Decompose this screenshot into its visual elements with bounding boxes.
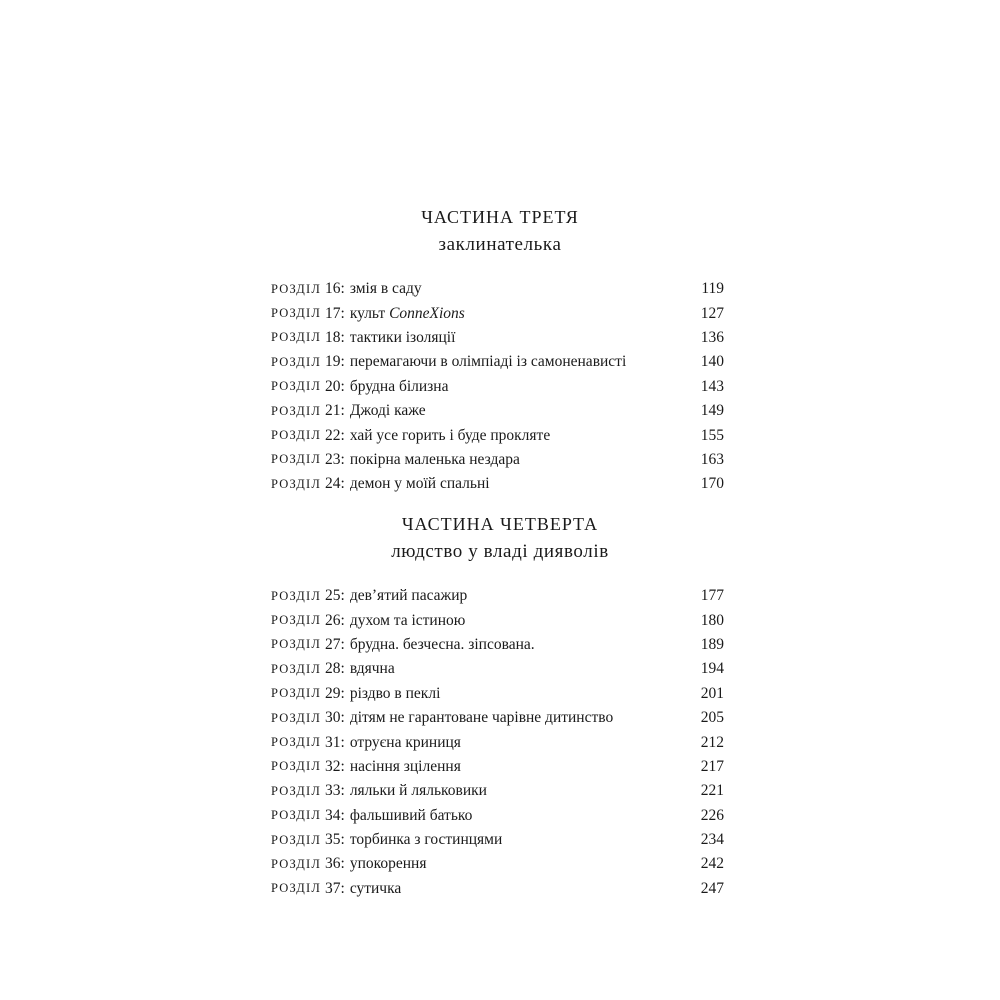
chapter-title: демон у моїй спальні [349, 475, 490, 493]
chapter-number: 27 [325, 635, 341, 653]
chapter-page-number: 201 [700, 684, 724, 702]
chapter-colon: : [340, 782, 345, 800]
chapter-number: 19 [325, 353, 341, 371]
chapter-page-number: 217 [700, 757, 724, 775]
chapter-row[interactable] [271, 584, 724, 608]
chapter-row[interactable] [271, 657, 724, 681]
chapter-number: 17 [325, 304, 341, 322]
chapter-row[interactable] [271, 350, 724, 374]
chapter-number: 36 [325, 855, 341, 873]
chapter-number: 35 [325, 831, 341, 849]
chapter-row[interactable] [271, 682, 724, 706]
chapter-page-number: 189 [700, 635, 724, 653]
chapter-number: 37 [325, 879, 341, 897]
chapter-colon: : [340, 450, 345, 468]
chapter-row[interactable] [271, 730, 724, 754]
chapter-page-number: 136 [700, 328, 724, 346]
chapter-title: торбинка з гостинцями [349, 831, 503, 849]
chapter-label: РОЗДІЛ [271, 403, 321, 418]
chapter-row[interactable] [271, 326, 724, 350]
chapter-title: брудна. безчесна. зіпсована. [349, 635, 535, 653]
chapter-row[interactable] [271, 804, 724, 828]
chapter-label: РОЗДІЛ [271, 735, 321, 750]
chapter-label: РОЗДІЛ [271, 832, 321, 847]
chapter-colon: : [340, 635, 345, 653]
chapter-number: 24 [325, 475, 341, 493]
chapter-page-number: 140 [700, 353, 724, 371]
chapter-number: 18 [325, 328, 341, 346]
chapter-page-number: 170 [700, 475, 724, 493]
chapter-page-number: 194 [700, 660, 724, 678]
chapter-row[interactable] [271, 399, 724, 423]
chapter-number: 21 [325, 402, 341, 420]
chapter-label: РОЗДІЛ [271, 856, 321, 871]
chapter-number: 29 [325, 684, 341, 702]
chapter-label: РОЗДІЛ [271, 759, 321, 774]
chapter-label: РОЗДІЛ [271, 476, 321, 491]
chapter-colon: : [340, 587, 345, 605]
chapter-colon: : [340, 402, 345, 420]
chapter-colon: : [340, 660, 345, 678]
chapter-title: Джоді каже [349, 402, 426, 420]
chapter-title: різдво в пеклі [349, 684, 441, 702]
chapter-row[interactable] [271, 423, 724, 447]
chapter-title: упокорення [349, 855, 427, 873]
chapter-title [350, 305, 684, 323]
chapter-colon: : [340, 879, 345, 897]
chapter-row[interactable] [271, 755, 724, 779]
chapter-label: РОЗДІЛ [271, 881, 321, 896]
chapter-row[interactable] [271, 608, 724, 632]
chapter-label: РОЗДІЛ [271, 452, 321, 467]
chapter-title: насіння зцілення [349, 757, 461, 775]
chapter-list-part-four [271, 584, 724, 901]
chapter-title: духом та істиною [349, 611, 466, 629]
part-title: ЧАСТИНА ЧЕТВЕРТА [401, 514, 599, 534]
chapter-label: РОЗДІЛ [271, 330, 321, 345]
chapter-label: РОЗДІЛ [271, 710, 321, 725]
chapter-page-number: 119 [701, 280, 724, 298]
chapter-title: отруєна криниця [349, 733, 461, 751]
part-subtitle: людство у владі дияволів [391, 541, 609, 562]
chapter-page-number: 226 [700, 806, 724, 824]
part-title: ЧАСТИНА ТРЕТЯ [421, 207, 579, 227]
chapter-page-number: 221 [700, 782, 724, 800]
chapter-title-prefix: культ [349, 304, 390, 322]
chapter-page-number: 143 [700, 377, 724, 395]
chapter-number: 34 [325, 806, 341, 824]
chapter-row[interactable] [271, 375, 724, 399]
chapter-label: РОЗДІЛ [271, 686, 321, 701]
chapter-page-number: 234 [700, 831, 724, 849]
chapter-title: тактики ізоляції [349, 328, 456, 346]
chapter-colon: : [340, 611, 345, 629]
chapter-label: РОЗДІЛ [271, 637, 321, 652]
chapter-title: хай усе горить і буде прокляте [349, 426, 551, 444]
chapter-title: вдячна [349, 660, 395, 678]
chapter-colon: : [340, 304, 345, 322]
chapter-colon: : [340, 757, 345, 775]
chapter-label: РОЗДІЛ [271, 613, 321, 628]
chapter-row[interactable] [271, 706, 724, 730]
part-subtitle: заклинателька [438, 234, 562, 255]
chapter-colon: : [340, 280, 345, 298]
chapter-page-number: 247 [700, 879, 724, 897]
chapter-title: брудна білизна [349, 377, 449, 395]
chapter-colon: : [340, 806, 345, 824]
chapter-row[interactable] [271, 448, 724, 472]
chapter-label: РОЗДІЛ [271, 281, 321, 296]
chapter-title: ляльки й ляльковики [349, 782, 487, 800]
chapter-colon: : [340, 733, 345, 751]
chapter-colon: : [340, 377, 345, 395]
chapter-label: РОЗДІЛ [271, 428, 321, 443]
chapter-row[interactable] [271, 877, 724, 901]
chapter-title: покірна маленька нездара [349, 450, 520, 468]
chapter-title: фальшивий батько [349, 806, 473, 824]
chapter-colon: : [340, 831, 345, 849]
chapter-number: 33 [325, 782, 341, 800]
chapter-list-part-three [271, 277, 724, 497]
chapter-row[interactable] [271, 633, 724, 657]
chapter-page-number: 149 [700, 402, 724, 420]
chapter-number: 26 [325, 611, 341, 629]
chapter-title: змія в саду [349, 280, 422, 298]
chapter-title: дітям не гарантоване чарівне дитинство [349, 709, 614, 727]
chapter-number: 23 [325, 450, 341, 468]
chapter-number: 30 [325, 709, 341, 727]
chapter-row[interactable] [271, 828, 724, 852]
chapter-number: 32 [325, 757, 341, 775]
chapter-colon: : [340, 475, 345, 493]
chapter-label: РОЗДІЛ [271, 306, 321, 321]
chapter-colon: : [340, 709, 345, 727]
chapter-label: РОЗДІЛ [271, 379, 321, 394]
chapter-colon: : [340, 855, 345, 873]
chapter-number: 25 [325, 587, 341, 605]
chapter-number: 22 [325, 426, 341, 444]
chapter-page-number: 127 [700, 304, 724, 322]
chapter-page-number: 212 [700, 733, 724, 751]
chapter-title: дев’ятий пасажир [349, 587, 468, 605]
chapter-page-number: 180 [700, 611, 724, 629]
chapter-label: РОЗДІЛ [271, 783, 321, 798]
chapter-title: перемагаючи в олімпіаді із самоненависті [349, 353, 627, 371]
chapter-page-number: 242 [700, 855, 724, 873]
part-heading-three [0, 208, 1000, 254]
chapter-page-number: 205 [700, 709, 724, 727]
chapter-number: 16 [325, 280, 341, 298]
chapter-row[interactable] [271, 277, 724, 301]
chapter-row[interactable] [271, 472, 724, 496]
chapter-row[interactable] [271, 779, 724, 803]
chapter-label: РОЗДІЛ [271, 354, 321, 369]
chapter-row[interactable] [271, 852, 724, 876]
chapter-title: сутичка [349, 879, 402, 897]
chapter-number: 20 [325, 377, 341, 395]
chapter-number: 31 [325, 733, 341, 751]
chapter-colon: : [340, 426, 345, 444]
chapter-colon: : [340, 328, 345, 346]
chapter-row[interactable] [271, 301, 724, 325]
part-heading-four [0, 515, 1000, 561]
chapter-number: 28 [325, 660, 341, 678]
chapter-label: РОЗДІЛ [271, 588, 321, 603]
chapter-label: РОЗДІЛ [271, 661, 321, 676]
chapter-page-number: 177 [700, 587, 724, 605]
chapter-label: РОЗДІЛ [271, 808, 321, 823]
chapter-colon: : [340, 684, 345, 702]
chapter-title-italic: ConneXions [389, 304, 465, 322]
chapter-page-number: 163 [700, 450, 724, 468]
chapter-page-number: 155 [700, 426, 724, 444]
chapter-colon: : [340, 353, 345, 371]
